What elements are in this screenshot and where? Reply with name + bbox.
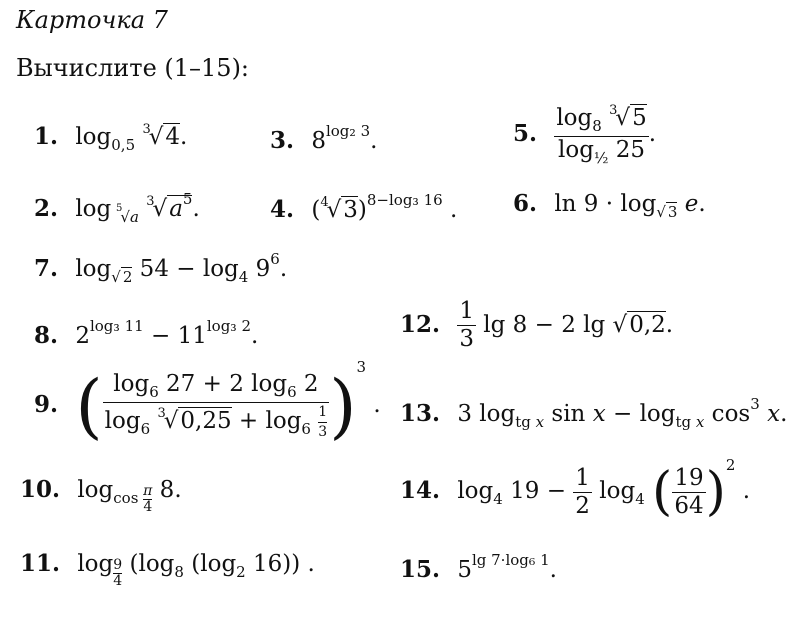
problem-number: 5.: [513, 120, 538, 147]
problem-number: 11.: [20, 550, 61, 577]
problem-11: [20, 552, 315, 588]
problem-4: [270, 192, 457, 222]
problem-number: 6.: [513, 190, 538, 217]
problem-number: 14.: [400, 477, 441, 504]
problem-expression: $\log_{cos \frac{\pi}{4}}$ 8.: [77, 477, 182, 515]
problem-number: 8.: [34, 322, 59, 349]
problem-number: 12.: [400, 310, 441, 338]
instruction-text: Вычислите (1–15):: [16, 54, 250, 82]
problem-expression: $(^4√3)^{8-log_3 16}$ .: [311, 190, 458, 223]
problem-15: [400, 552, 557, 582]
problem-number: 9.: [34, 391, 59, 418]
problem-10: [20, 478, 182, 514]
problem-7: [34, 252, 287, 285]
problem-expression: $2^{log_3 11} - 11^{log_3 2}$.: [75, 316, 259, 349]
problem-expression: $\frac{1}{3}$ lg 8 − 2 lg √0,2.: [459, 298, 674, 352]
problem-number: 13.: [400, 400, 441, 427]
problem-1: [34, 123, 187, 153]
problem-number: 1.: [34, 123, 59, 150]
problem-6: [513, 192, 706, 220]
problem-number: 7.: [34, 255, 59, 282]
problem-2: [34, 192, 200, 225]
problem-expression: $\log_{0,5} ^3√4$.: [75, 122, 188, 154]
problem-expression: log $_{\frac{9}{4}}$ ($\log_8$ ($\log_2$ 16)) .: [77, 551, 315, 589]
problem-12: [400, 300, 673, 351]
problem-expression: log $_{^5√a}$ $^3√a^5$.: [75, 190, 200, 226]
problem-number: 10.: [20, 476, 61, 503]
problem-8: [34, 318, 258, 348]
problem-expression: 3 $\log_{tg x} \sin x - \log_{tg x} \cos^3 x$.: [457, 395, 788, 431]
problem-5: [513, 104, 656, 166]
problem-13: [400, 397, 787, 430]
problem-expression: $5^{lg 7\cdot log_6 1}$.: [457, 550, 557, 583]
problem-expression: $\log_4 19$ − $\frac{1}{2}$ $\log_4$ ( $\frac{19}{64}$ )$^2$ .: [457, 456, 751, 522]
problem-expression: $\ln 9 \cdot \log_{√ 3} e$.: [554, 191, 706, 221]
problem-expression: $\frac{\log_8 ^3√5}{\log_{\frac{1}{2}} 25}$ .: [556, 103, 657, 167]
problem-14: [400, 456, 751, 522]
problem-3: [270, 123, 377, 153]
problem-number: 4.: [270, 196, 295, 223]
problem-expression: $\log_{√ 2} 54 - \log_4 9^6$.: [75, 250, 288, 286]
problem-expression: ( $\log_6 27 + 2$ $\log_6 2$ $\log_6 ^3√0,25 + \log_6$ $\frac{1}{3}$ )$^3$ .: [75, 358, 381, 447]
problem-9: [34, 358, 381, 447]
problem-number: 15.: [400, 556, 441, 583]
problem-number: 2.: [34, 195, 59, 222]
problem-expression: $8^{log_2 3}$.: [311, 121, 378, 154]
card-title: Карточка 7: [16, 6, 168, 34]
problem-number: 3.: [270, 127, 295, 154]
